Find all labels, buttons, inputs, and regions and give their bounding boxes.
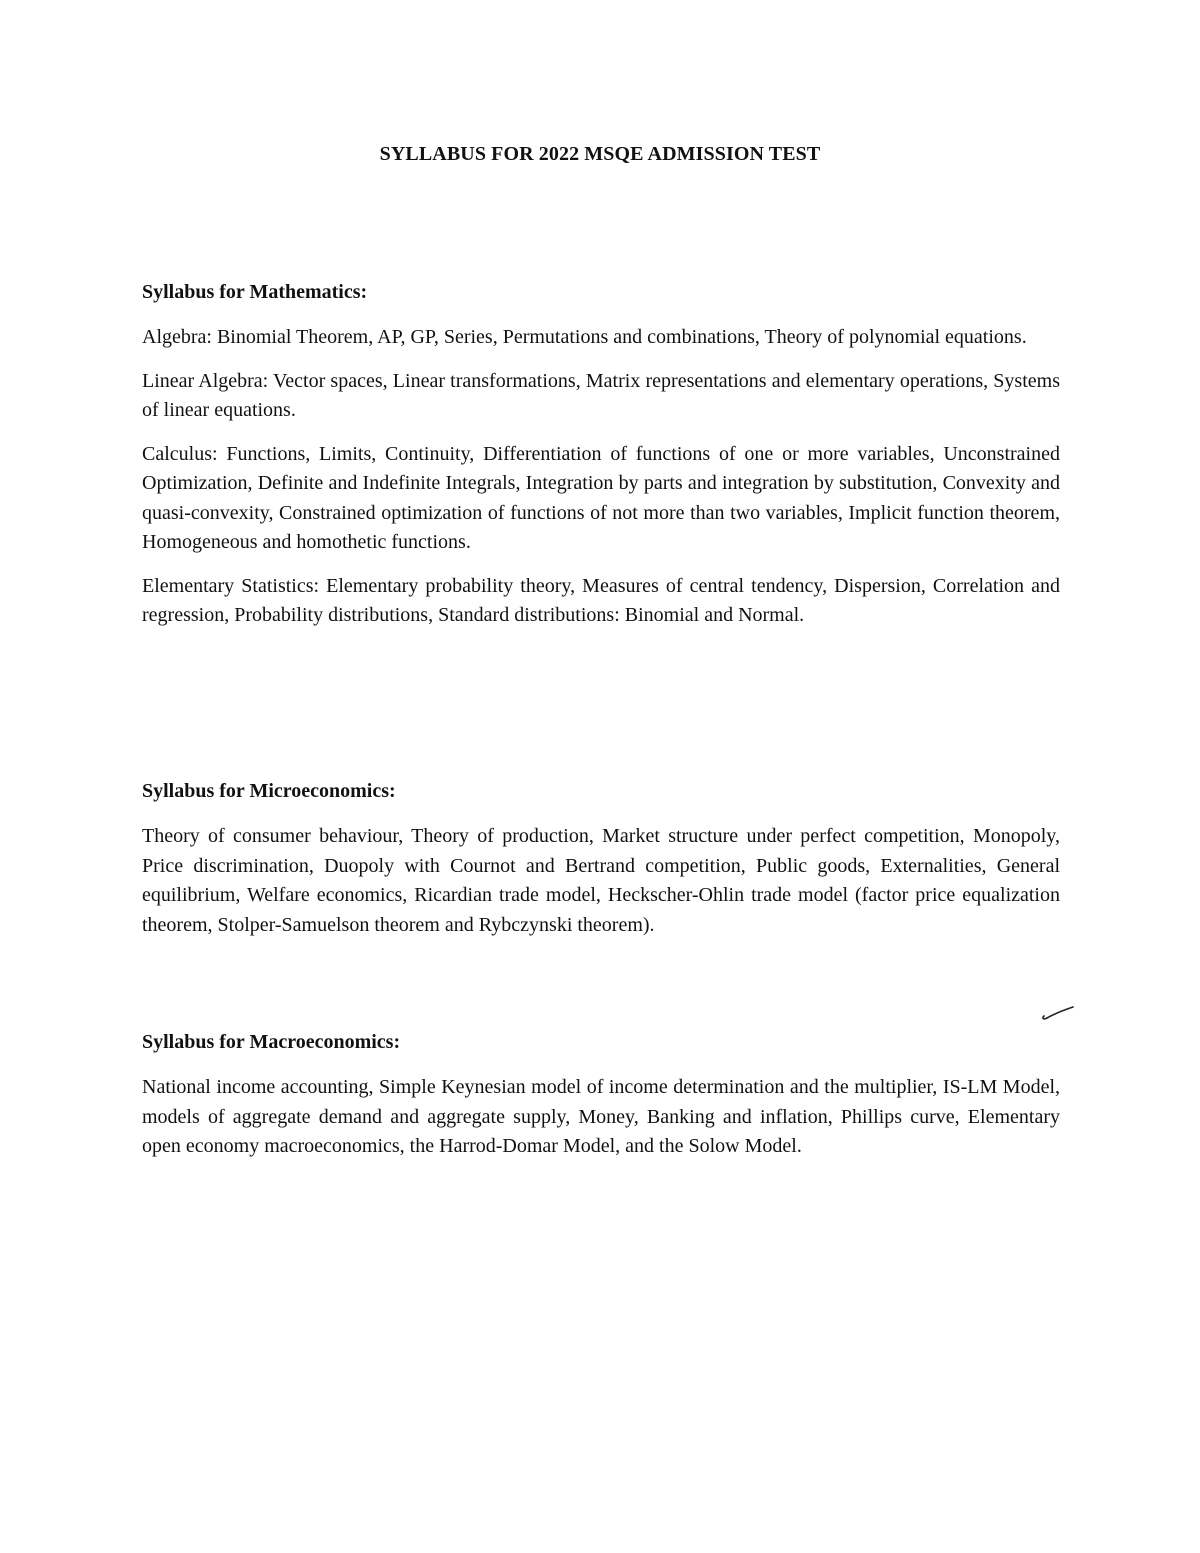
section-macroeconomics [142, 1027, 1060, 1176]
section-heading-mathematics: Syllabus for Mathematics: [142, 281, 368, 303]
paragraph-linear-algebra: Linear Algebra: Vector spaces, Linear transformations, Matrix representations and elementary operations, Systems of linear equations. [142, 369, 1060, 421]
paragraph-calculus: Calculus: Functions, Limits, Continuity, Differentiation of functions of one or more variables, Unconstrained Optimization, Definite and Indefinite Integrals, Integration by parts and integration by substitution, Convexity and quasi-convexity, Constrained optimization of functions of not more than two variables, Implicit function theorem, Homogeneous and homothetic functions. [142, 442, 1060, 553]
document-title: SYLLABUS FOR 2022 MSQE ADMISSION TEST [379, 143, 821, 165]
section-mathematics [142, 277, 1060, 645]
section-heading-macroeconomics: Syllabus for Macroeconomics: [142, 1031, 401, 1053]
paragraph-algebra: Algebra: Binomial Theorem, AP, GP, Series, Permutations and combinations, Theory of polynomial equations. [142, 326, 1027, 348]
paragraph-macroeconomics: National income accounting, Simple Keynesian model of income determination and the multiplier, IS-LM Model, models of aggregate demand and aggregate supply, Money, Banking and inflation, Phillips curve, Elementary open economy macroeconomics, the Harrod-Domar Model, and the Solow Model. [142, 1076, 1060, 1157]
paragraph-elementary-statistics: Elementary Statistics: Elementary probability theory, Measures of central tendency, Dispersion, Correlation and regression, Probability distributions, Standard distributions: Binomial and Normal. [142, 574, 1060, 626]
handwritten-tick-icon [1040, 1002, 1076, 1022]
paragraph-microeconomics: Theory of consumer behaviour, Theory of production, Market structure under perfect competition, Monopoly, Price discrimination, Duopoly with Cournot and Bertrand competition, Public goods, Externalities, General equilibrium, Welfare economics, Ricardian trade model, Heckscher-Ohlin trade model (factor price equalization theorem, Stolper-Samuelson theorem and Rybczynski theorem). [142, 825, 1060, 936]
section-microeconomics [142, 776, 1060, 954]
section-heading-microeconomics: Syllabus for Microeconomics: [142, 780, 396, 802]
